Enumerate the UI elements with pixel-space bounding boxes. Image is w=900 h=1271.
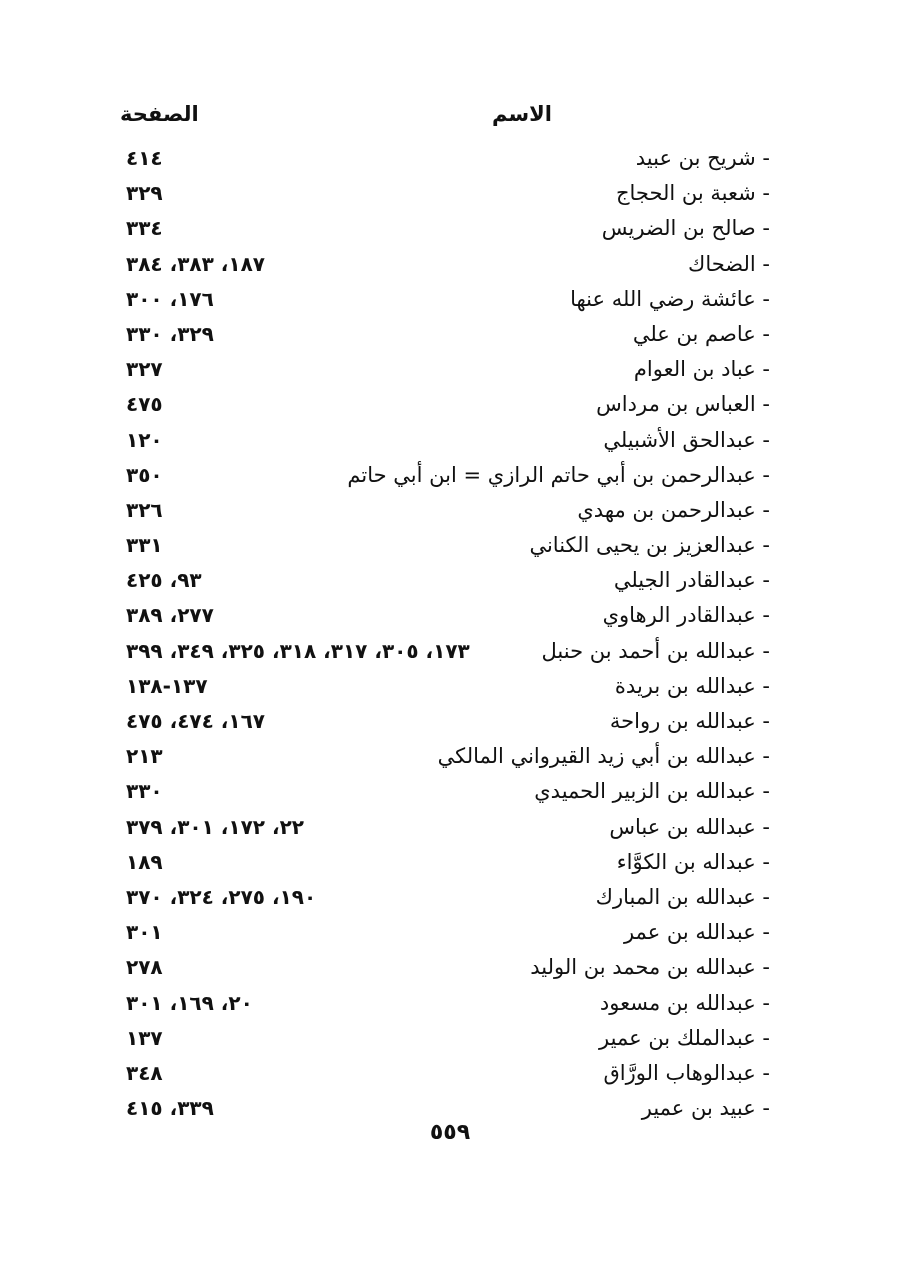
entry-pages: ١٩٠، ٢٧٥، ٣٢٤، ٣٧٠	[126, 884, 317, 909]
entry-pages: ٣٤٨	[126, 1060, 163, 1085]
index-entry-row	[0, 810, 900, 845]
index-entry-row	[0, 423, 900, 458]
entry-pages: ١٣٧	[126, 1025, 163, 1050]
index-entry-row	[0, 493, 900, 528]
index-entry-row	[0, 880, 900, 915]
entry-name: - شعبة بن الحجاج	[615, 181, 770, 206]
index-entry-row	[0, 986, 900, 1021]
index-entry-row	[0, 915, 900, 950]
entry-name: - الضحاك	[688, 251, 770, 276]
index-entry-row	[0, 1021, 900, 1056]
entry-name: - عبدالقادر الرهاوي	[602, 603, 770, 628]
entry-pages: ٣٢٦	[126, 497, 163, 522]
entry-name: - عبدالقادر الجيلي	[613, 568, 770, 593]
entry-name: - عبدالله بن الزبير الحميدي	[534, 779, 770, 804]
entry-name: - عبدالله بن المبارك	[595, 884, 770, 909]
entry-name: - عبيد بن عمير	[641, 1096, 770, 1121]
name-column-heading: الاسم	[492, 102, 552, 126]
entry-pages: ٢٧٧، ٣٨٩	[126, 603, 214, 628]
entry-pages: ١٨٧، ٣٨٣، ٣٨٤	[126, 251, 265, 276]
index-entry-row	[0, 247, 900, 282]
index-entry-row	[0, 774, 900, 809]
index-entries	[0, 141, 900, 1126]
entry-pages: ٢١٣	[126, 744, 163, 769]
entry-pages: ٣٥٠	[126, 462, 163, 487]
index-entry-row	[0, 704, 900, 739]
entry-name: - عبدالله بن رواحة	[609, 709, 770, 733]
index-entry-row	[0, 282, 900, 317]
entry-pages: ١٨٩	[126, 849, 163, 874]
index-entry-row	[0, 352, 900, 387]
index-entry-row	[0, 845, 900, 880]
entry-pages: ٣٢٧	[126, 357, 163, 382]
index-entry-row	[0, 141, 900, 176]
entry-name: - عائشة رضي الله عنها	[570, 286, 770, 311]
entry-name: - عبدالملك بن عمير	[599, 1025, 770, 1050]
entry-pages: ٣٣٠	[126, 779, 163, 804]
table-header	[0, 102, 900, 138]
entry-name: - عبدالله بن أبي زيد القيرواني المالكي	[437, 744, 770, 769]
index-entry-row	[0, 598, 900, 633]
entry-name: - عبدالعزيز بن يحيى الكناني	[529, 533, 770, 558]
entry-name: - عاصم بن علي	[632, 321, 770, 346]
entry-pages: ٤٧٥	[126, 392, 163, 417]
entry-name: - عبدالله بن مسعود	[599, 990, 770, 1015]
page-number: ٥٥٩	[429, 1120, 471, 1145]
entry-name: - عبدالله بن بريدة	[614, 673, 770, 698]
index-entry-row	[0, 563, 900, 598]
index-entry-row	[0, 458, 900, 493]
index-entry-row	[0, 634, 900, 669]
entry-pages: ٣٣١	[126, 533, 163, 558]
entry-name: - عبدالحق الأشبيلي	[603, 427, 770, 452]
page-column-heading: الصفحة	[120, 102, 199, 126]
entry-pages: ٣٣٤	[126, 216, 163, 241]
entry-pages: ٣٣٩، ٤١٥	[126, 1096, 214, 1121]
entry-pages: ٢٧٨	[126, 955, 163, 980]
entry-pages: ٢٠، ١٦٩، ٣٠١	[126, 990, 253, 1015]
entry-pages: ٣٢٩	[126, 181, 163, 206]
index-entry-row	[0, 176, 900, 211]
entry-name: - العباس بن مرداس	[596, 392, 770, 417]
entry-pages: ٢٢، ١٧٢، ٣٠١، ٣٧٩	[126, 814, 304, 839]
index-entry-row	[0, 739, 900, 774]
entry-name: - عبدالله بن عمر	[623, 920, 770, 945]
entry-name: - عبدالله بن عباس	[609, 814, 770, 839]
entry-name: - صالح بن الضريس	[601, 216, 770, 241]
entry-pages: ٤١٤	[126, 146, 163, 170]
entry-name: - عبدالرحمن بن أبي حاتم الرازي = ابن أبي حاتم	[347, 462, 770, 487]
entry-name: - عبدالله بن محمد بن الوليد	[530, 955, 770, 980]
entry-name: - عبدالله بن أحمد بن حنبل	[541, 638, 770, 663]
entry-pages: ١٣٧-١٣٨	[126, 673, 208, 698]
entry-pages: ١٧٦، ٣٠٠	[126, 286, 214, 311]
entry-pages: ٣٠١	[126, 920, 163, 945]
entry-name: - عبدالرحمن بن مهدي	[577, 497, 770, 522]
entry-name: - عباد بن العوام	[633, 357, 770, 382]
entry-name: - عبدالوهاب الورَّاق	[603, 1060, 770, 1085]
entry-pages: ١٧٣، ٣٠٥، ٣١٧، ٣١٨، ٣٢٥، ٣٤٩، ٣٩٩	[126, 638, 470, 663]
index-entry-row	[0, 669, 900, 704]
index-entry-row	[0, 211, 900, 246]
index-entry-row	[0, 387, 900, 422]
entry-name: - عبداله بن الكوَّاء	[616, 849, 770, 874]
index-entry-row	[0, 1056, 900, 1091]
index-entry-row	[0, 317, 900, 352]
entry-pages: ٩٣، ٤٢٥	[126, 568, 202, 593]
entry-pages: ١٦٧، ٤٧٤، ٤٧٥	[126, 709, 265, 733]
entry-pages: ١٢٠	[126, 427, 163, 452]
index-entry-row	[0, 950, 900, 985]
index-entry-row	[0, 528, 900, 563]
entry-pages: ٣٢٩، ٣٣٠	[126, 321, 214, 346]
entry-name: - شريح بن عبيد	[635, 146, 770, 170]
